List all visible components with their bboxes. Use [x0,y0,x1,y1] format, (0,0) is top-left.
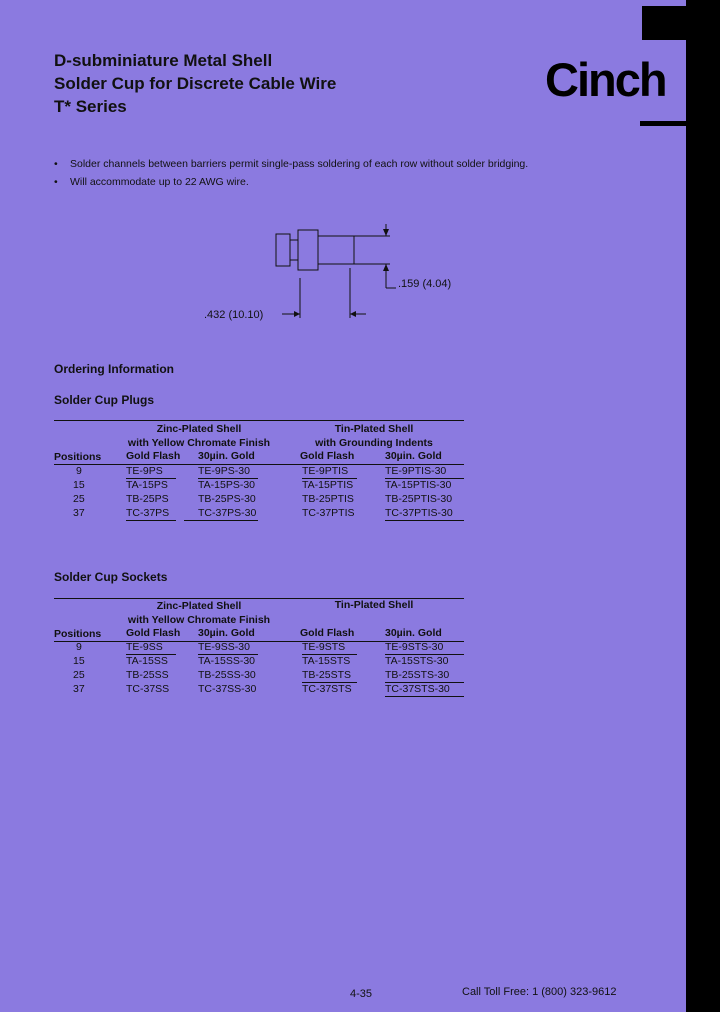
list-item: • Will accommodate up to 22 AWG wire. [54,173,528,191]
table-cell: TA-15PTIS-30 [385,479,452,491]
table-cell: TC-37SS [126,683,170,695]
table-cell: TE-9PTIS-30 [385,465,447,477]
sockets-zinc-group: Zinc-Plated Shell with Yellow Chromate Finish [127,600,271,626]
ordering-heading: Ordering Information [54,362,174,376]
table-cell: TB-25STS-30 [385,669,450,681]
table-cell: TB-25PS-30 [198,493,256,505]
table-cell: TE-9SS [126,641,163,653]
table-cell: 25 [73,493,85,505]
col-30-gold-tin: 30µin. Gold [385,627,442,639]
dimension-height: .159 (4.04) [398,278,452,290]
table-cell: TC-37STS [302,683,352,695]
table-cell: TC-37PS-30 [198,507,257,519]
table-cell: 37 [73,683,85,695]
table-cell: TC-37PS [126,507,170,519]
table-cell: 37 [73,507,85,519]
col-30-gold: 30µin. Gold [198,627,255,639]
table-cell: TB-25SS [126,669,169,681]
col-positions: Positions [54,628,102,640]
plugs-heading: Solder Cup Plugs [54,393,155,407]
table-cell: TE-9SS-30 [198,641,250,653]
col-gold-flash: Gold Flash [126,450,181,462]
title-line-3: T* Series [54,97,127,116]
col-positions: Positions [54,451,102,463]
list-item: • Solder channels between barriers permit single-pass soldering of each row without solder bridging. [54,155,528,173]
bullet-icon: • [54,176,58,188]
table-cell: TA-15SS [126,655,168,667]
col-gold-flash-tin: Gold Flash [300,627,355,639]
table-cell: TC-37PTIS [302,507,355,519]
col-gold-flash-tin: Gold Flash [300,450,355,462]
title-line-2: Solder Cup for Discrete Cable Wire [54,74,337,93]
table-cell: TB-25STS [302,669,352,681]
sockets-table [54,598,464,698]
table-cell: TB-25SS-30 [198,669,256,681]
table-cell: TE-9PS [126,465,163,477]
table-cell: TE-9STS-30 [385,641,444,653]
sockets-tin-group: Tin-Plated Shell [334,599,414,611]
table-cell: TC-37SS-30 [198,683,257,695]
connector-drawing [190,218,480,328]
page-number: 4-35 [350,988,373,1000]
table-cell: TE-9PS-30 [198,465,250,477]
table-cell: TA-15PS-30 [198,479,255,491]
table-cell: TE-9STS [302,641,346,653]
col-30-gold-tin: 30µin. Gold [385,450,442,462]
bullet-icon: • [54,158,58,170]
page-title [54,49,336,118]
plugs-table [54,420,464,520]
feature-list [54,155,528,191]
table-cell: TA-15PS [126,479,168,491]
plugs-zinc-group: Zinc-Plated Shell with Yellow Chromate Finish [127,423,271,449]
table-cell: 25 [73,669,85,681]
title-line-1: D-subminiature Metal Shell [54,51,273,70]
table-cell: 15 [73,479,85,491]
col-gold-flash: Gold Flash [126,627,181,639]
brand-logo: Cinch [545,53,666,106]
col-30-gold: 30µin. Gold [198,450,255,462]
brand-tab [642,6,686,40]
table-cell: 9 [76,641,82,653]
table-cell: TA-15SS-30 [198,655,255,667]
table-cell: 15 [73,655,85,667]
plugs-tin-group: Tin-Plated Shell with Grounding Indents [315,423,433,449]
table-cell: TB-25PTIS-30 [385,493,453,505]
dimension-length: .432 (10.10) [204,309,264,321]
table-cell: TB-25PTIS [302,493,354,505]
table-cell: 9 [76,465,82,477]
table-cell: TE-9PTIS [302,465,349,477]
brand-rule [640,121,690,126]
table-cell: TB-25PS [126,493,169,505]
table-cell: TC-37PTIS-30 [385,507,453,519]
table-cell: TA-15STS [302,655,351,667]
table-cell: TA-15STS-30 [385,655,449,667]
sockets-heading: Solder Cup Sockets [54,570,168,584]
table-cell: TA-15PTIS [302,479,354,491]
table-cell: TC-37STS-30 [385,683,450,695]
right-edge-bar [686,0,720,1012]
phone-number: Call Toll Free: 1 (800) 323-9612 [462,986,617,998]
